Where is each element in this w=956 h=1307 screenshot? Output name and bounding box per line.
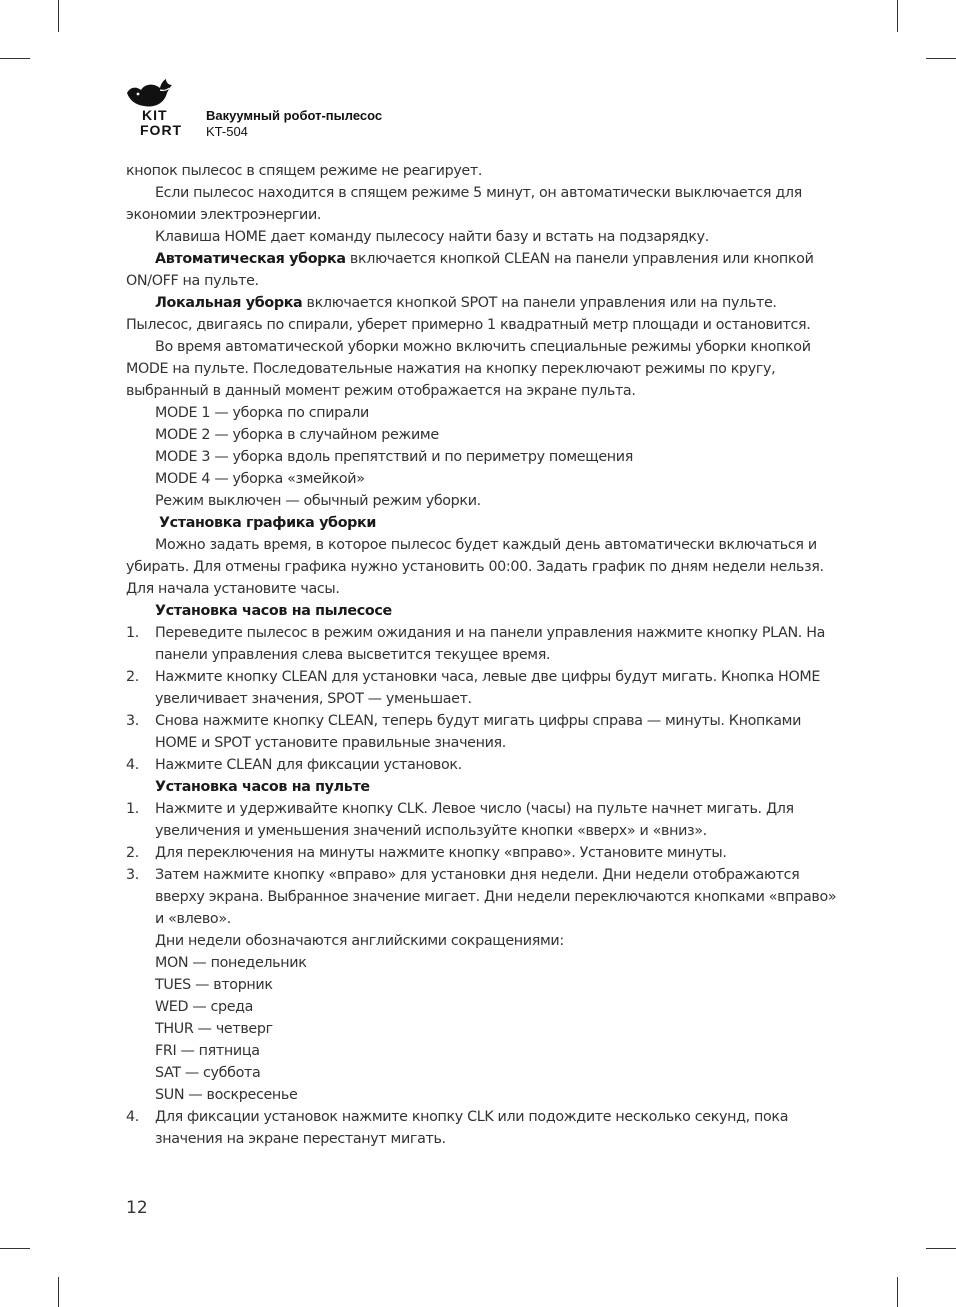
weekday-item: THUR — четверг: [155, 1021, 273, 1037]
list-item: [126, 864, 842, 930]
weekday-item: WED — среда: [155, 999, 254, 1015]
list-item: [126, 798, 842, 842]
list-number: 2.: [126, 669, 139, 685]
paragraph: кнопок пылесос в спящем режиме не реагирует.: [126, 163, 483, 179]
weekday-item: TUES — вторник: [155, 977, 273, 993]
list-number: 1.: [126, 625, 139, 641]
list-text: Переведите пылесос в режим ожидания и на панели управления нажмите кнопку PLAN. На панели управления слева высветится текущее время.: [155, 625, 826, 663]
section-heading: Установка часов на пульте: [155, 779, 370, 795]
section-heading: Установка графика уборки: [159, 515, 377, 531]
paragraph: Можно задать время, в которое пылесос будет каждый день автоматически включаться и убирать. Для отмены графика нужно установить 00:00. Задать график по дням недели нельзя. Для начала установите часы.: [126, 537, 824, 597]
brand-line-2: FORT: [140, 122, 183, 138]
list-item: [126, 710, 842, 754]
list-number: 1.: [126, 801, 139, 817]
list-item: [126, 1106, 842, 1150]
crop-mark: [0, 58, 30, 59]
term-local-cleaning: Локальная уборка: [155, 295, 303, 311]
crop-mark: [0, 1248, 30, 1249]
weekday-item: SAT — суббота: [155, 1065, 261, 1081]
crop-mark: [897, 1277, 898, 1307]
crop-mark: [926, 1248, 956, 1249]
mode-item: Режим выключен — обычный режим уборки.: [155, 493, 481, 509]
document-title: Вакуумный робот-пылесос: [206, 108, 383, 123]
list-item: [126, 754, 842, 776]
list-number: 3.: [126, 867, 139, 883]
list-number: 2.: [126, 845, 139, 861]
mode-item: MODE 3 — уборка вдоль препятствий и по периметру помещения: [155, 449, 633, 465]
list-number: 4.: [126, 757, 139, 773]
term-auto-cleaning: Автоматическая уборка: [155, 251, 346, 267]
crop-mark: [897, 0, 898, 32]
crop-mark: [926, 58, 956, 59]
list-item: [126, 622, 842, 666]
crop-mark: [58, 1277, 59, 1307]
list-item: [126, 842, 842, 864]
manual-text: [126, 160, 842, 1150]
document-header: [206, 108, 382, 140]
weekday-item: MON — понедельник: [155, 955, 307, 971]
list-text: Нажмите кнопку CLEAN для установки часа, левые две цифры будут мигать. Кнопка HOME увеличивает значения, SPOT — уменьшает.: [155, 669, 821, 707]
paragraph-text: включается кнопкой CLEAN на панели управления или кнопкой ON/OFF на пульте.: [126, 251, 814, 289]
list-number: 4.: [126, 1109, 139, 1125]
list-text: Затем нажмите кнопку «вправо» для установки дня недели. Дни недели отображаются вверху экрана. Выбранное значение мигает. Дни недели переключаются кнопками «вправо» и «влево».: [155, 867, 837, 927]
weekday-item: SUN — воскресенье: [155, 1087, 298, 1103]
weekday-item: FRI — пятница: [155, 1043, 260, 1059]
model-number: KT-504: [206, 124, 248, 139]
list-number: 3.: [126, 713, 139, 729]
page-number: 12: [126, 1198, 148, 1218]
paragraph: Клавиша HOME дает команду пылесосу найти базу и встать на подзарядку.: [155, 229, 709, 245]
paragraph: Во время автоматической уборки можно включить специальные режимы уборки кнопкой MODE на пульте. Последовательные нажатия на кнопку переключают режимы по кругу, выбранный в данный момент режим отображается на экране пульта.: [126, 339, 811, 399]
brand-line-1: KIT: [142, 107, 168, 123]
mode-item: MODE 4 — уборка «змейкой»: [155, 471, 365, 487]
list-item: [126, 666, 842, 710]
section-heading: Установка часов на пылесосе: [155, 603, 392, 619]
paragraph-text: включается кнопкой SPOT на панели управления или на пульте. Пылесос, двигаясь по спирали, уберет примерно 1 квадратный метр площади и остановится.: [126, 295, 811, 333]
crop-mark: [58, 0, 59, 32]
list-text: Для фиксации установок нажмите кнопку CLK или подождите несколько секунд, пока значения на экране перестанут мигать.: [155, 1109, 789, 1147]
list-text: Снова нажмите кнопку CLEAN, теперь будут мигать цифры справа — минуты. Кнопками HOME и SPOT установите правильные значения.: [155, 713, 802, 751]
mode-item: MODE 2 — уборка в случайном режиме: [155, 427, 439, 443]
mode-item: MODE 1 — уборка по спирали: [155, 405, 370, 421]
paragraph: [126, 292, 842, 336]
paragraph: Дни недели обозначаются английскими сокращениями:: [155, 933, 564, 949]
paragraph: [126, 248, 842, 292]
paragraph: Если пылесос находится в спящем режиме 5 минут, он автоматически выключается для экономии электроэнергии.: [126, 185, 802, 223]
brand-wordmark: [140, 108, 182, 138]
list-text: Нажмите CLEAN для фиксации установок.: [155, 757, 462, 773]
list-text: Нажмите и удерживайте кнопку CLK. Левое число (часы) на пульте начнет мигать. Для увеличения и уменьшения значений используйте кнопки «вверх» и «вниз».: [155, 801, 794, 839]
list-text: Для переключения на минуты нажмите кнопку «вправо». Установите минуты.: [155, 845, 727, 861]
